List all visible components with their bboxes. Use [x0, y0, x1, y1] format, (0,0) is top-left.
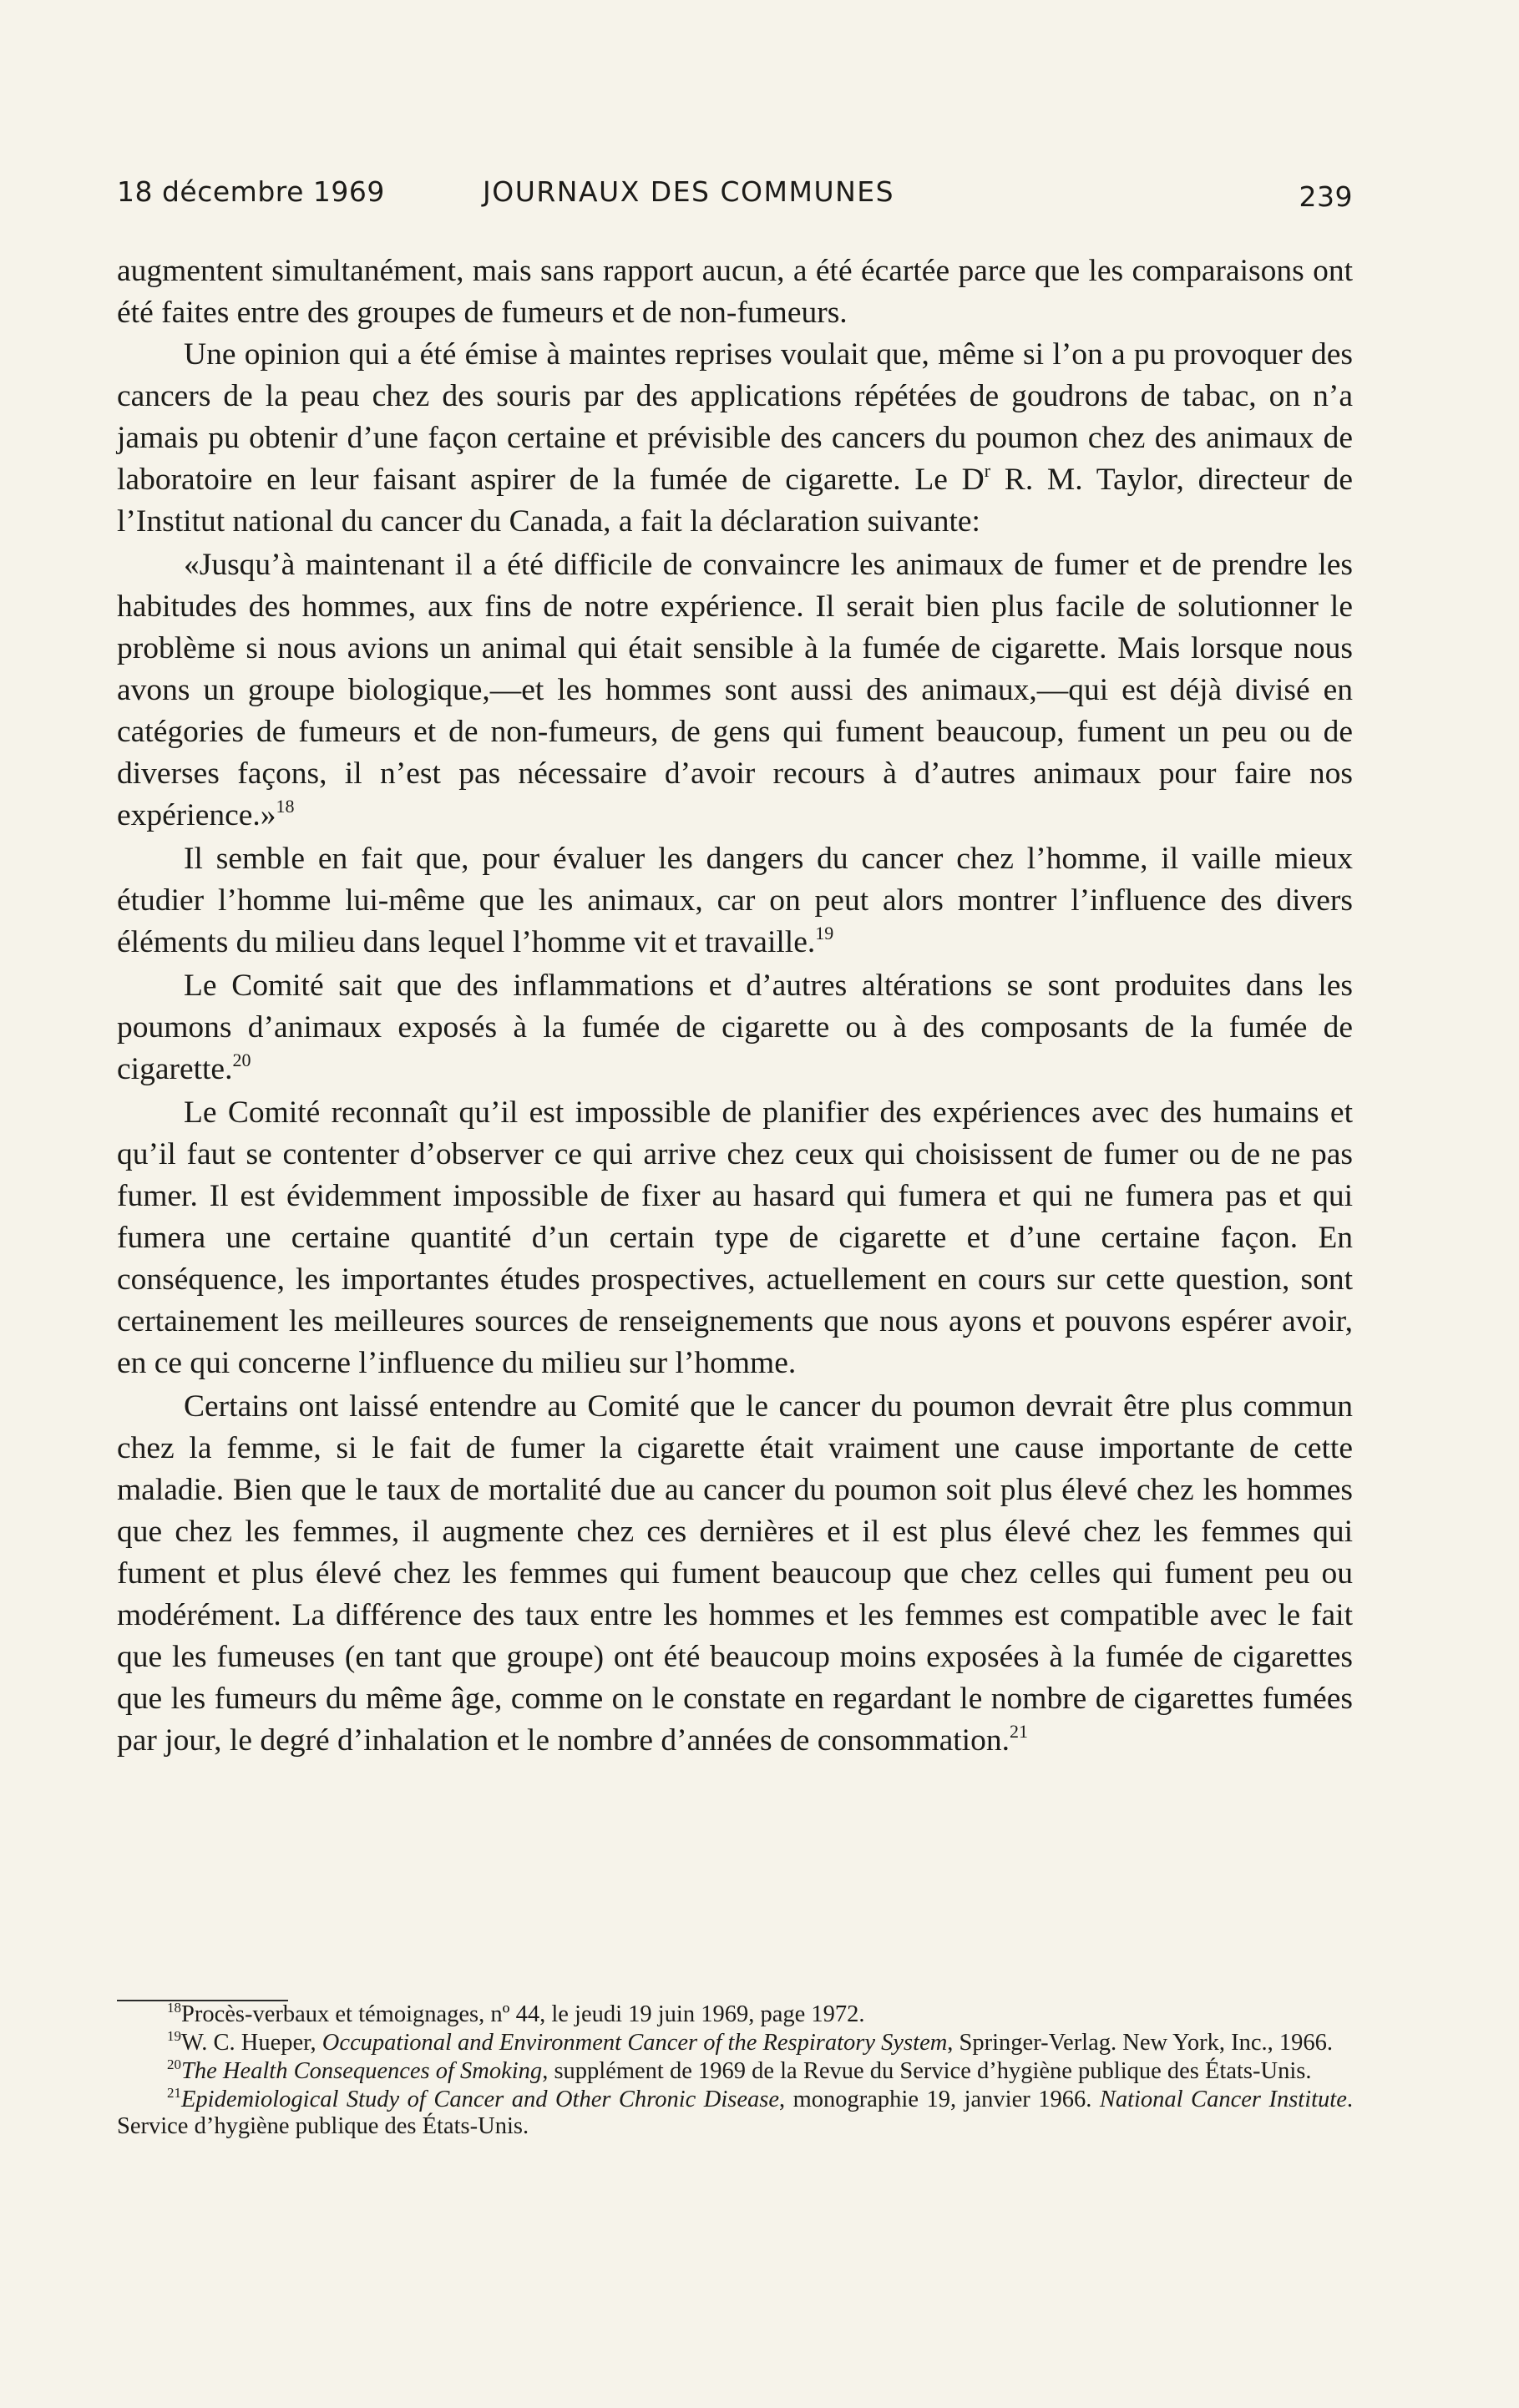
footnote-ref: 19 [815, 923, 834, 943]
footnote [117, 2087, 1353, 2140]
cited-title: Epidemiological Study of Cancer and Other Chronic Disease [181, 2087, 779, 2112]
journal-title: JOURNAUX DES COMMUNES [483, 175, 895, 208]
footnote-ref: 21 [1009, 1721, 1028, 1742]
paragraph [117, 838, 1353, 964]
cited-title: Occupational and Environment Cancer of the Respiratory System [322, 2030, 948, 2056]
paragraph-text: R. M. Taylor, directeur de l’Institut national du cancer du Canada, a fait la déclaration suivante: [117, 463, 1354, 539]
page-number: 239 [1299, 180, 1353, 213]
footnote-ref: 18 [276, 796, 295, 817]
paragraph [117, 334, 1353, 543]
footnote [117, 2058, 1353, 2085]
footnote-number: 19 [167, 2028, 181, 2044]
page-header [117, 169, 1353, 219]
paragraph [117, 1386, 1353, 1762]
quotation [117, 544, 1353, 837]
paragraph-text: Le Comité sait que des inflammations et d’autres altérations se sont produites dans les poumons d’animaux exposés à la fumée de cigarette ou à des composants de la fumée de cigarette. [117, 969, 1353, 1086]
superscript: r [984, 460, 991, 481]
footnote-text: W. C. Hueper, [181, 2030, 322, 2056]
footnote-text: Procès-verbaux et témoignages, nº 44, le jeudi 19 juin 1969, page 1972. [181, 2001, 865, 2027]
paragraph-text: Il semble en fait que, pour évaluer les dangers du cancer chez l’homme, il vaille mieux étudier l’homme lui-même que les animaux, car on peut alors montrer l’influence des divers éléments du milieu dans lequel l’homme vit et travaille. [117, 842, 1353, 959]
paragraph [117, 965, 1353, 1090]
paragraph-text: Le Comité reconnaît qu’il est impossible de planifier des expériences avec des humains et qu’il faut se contenter d’observer ce qui arrive chez ceux qui choisissent de fumer ou de ne pas fumer. Il est évidemment impossible de fixer au hasard qui fumera et qui ne fumera pas et qui fumera une certaine quantité d’un certain type de cigarette et d’une certaine façon. En conséquence, les importantes études prospectives, actuellement en cours sur cette question, sont certainement les meilleures sources de renseignements que nous ayons et pouvons espérer avoir, en ce qui concerne l’influence du milieu sur l’homme. [117, 1095, 1353, 1380]
footnote [117, 2030, 1353, 2056]
footnote-text: , monographie 19, janvier 1966. [779, 2087, 1100, 2112]
footnote-ref: 20 [232, 1050, 251, 1070]
footnote-text: . Service d’hygiène publique des États-Unis. [117, 2087, 1353, 2139]
cited-title: The Health Consequences of Smoking [181, 2058, 543, 2084]
footnote-number: 18 [167, 2000, 181, 2016]
body-text [117, 250, 1353, 1762]
paragraph-text: augmentent simultanément, mais sans rapport aucun, a été écartée parce que les comparaisons ont été faites entre des groupes de fumeurs et de non-fumeurs. [117, 254, 1353, 330]
footnote [117, 2001, 1353, 2028]
paragraph-text: Une opinion qui a été émise à maintes reprises voulait que, même si l’on a pu provoquer des cancers de la peau chez des souris par des applications répétées de goudrons de tabac, on n’a jamais pu obtenir d’une façon certaine et prévisible des cancers du poumon chez des animaux de laboratoire en leur faisant aspirer de la fumée de cigarette. Le D [117, 337, 1353, 497]
footnote-number: 20 [167, 2056, 181, 2072]
header-date: 18 décembre 1969 [117, 175, 385, 208]
footnote-text: , Springer-Verlag. New York, Inc., 1966. [947, 2030, 1333, 2056]
cited-institute: National Cancer Institute [1099, 2087, 1347, 2112]
footnotes [117, 2001, 1353, 2140]
paragraph [117, 250, 1353, 334]
footnote-number: 21 [167, 2085, 181, 2101]
footnote-text: , supplément de 1969 de la Revue du Service d’hygiène publique des États-Unis. [542, 2058, 1312, 2084]
paragraph-text: «Jusqu’à maintenant il a été difficile de convaincre les animaux de fumer et de prendre les habitudes des hommes, aux fins de notre expérience. Il serait bien plus facile de solutionner le problème si nous avions un animal qui était sensible à la fumée de cigarette. Mais lorsque nous avons un groupe biologique,—et les hommes sont aussi des animaux,—qui est déjà divisé en catégories de fumeurs et de non-fumeurs, de gens qui fument beaucoup, fument un peu ou de diverses façons, il n’est pas nécessaire d’avoir recours à d’autres animaux pour faire nos expérience.» [117, 548, 1353, 832]
paragraph [117, 1092, 1353, 1384]
paragraph-text: Certains ont laissé entendre au Comité que le cancer du poumon devrait être plus commun chez la femme, si le fait de fumer la cigarette était vraiment une cause importante de cette maladie. Bien que le taux de mortalité due au cancer du poumon soit plus élevé chez les hommes que chez les femmes, il augmente chez ces dernières et il est plus élevé chez les femmes qui fument et plus élevé chez les femmes qui fument beaucoup que chez celles qui fument peu ou modérément. La différence des taux entre les hommes et les femmes est compatible avec le fait que les fumeuses (en tant que groupe) ont été beaucoup moins exposées à la fumée de cigarettes que les fumeurs du même âge, comme on le constate en regardant le nombre de cigarettes fumées par jour, le degré d’inhalation et le nombre d’années de consommation. [117, 1389, 1353, 1758]
